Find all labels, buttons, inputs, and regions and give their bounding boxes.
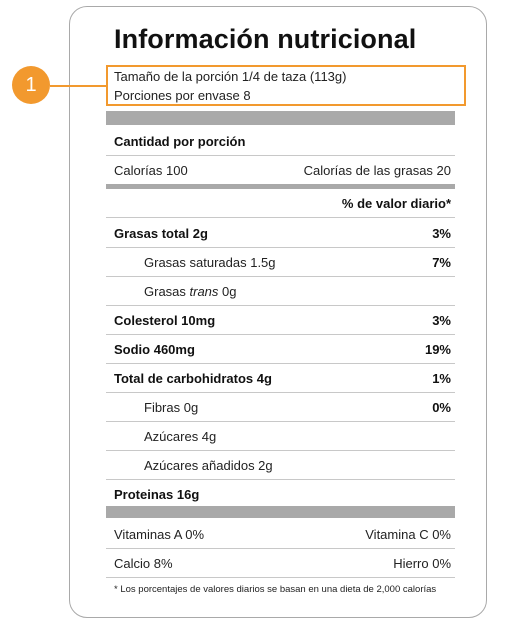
callout-connector xyxy=(50,85,106,87)
fiber-dv: 0% xyxy=(432,400,451,415)
trans-fat-italic: trans xyxy=(189,284,219,299)
vitamins-row xyxy=(106,520,455,549)
calories-label: Calorías 100 xyxy=(114,163,188,178)
sodium-label: Sodio 460mg xyxy=(114,342,195,357)
protein-label: Proteinas 16g xyxy=(114,487,200,502)
amount-per-serving-row xyxy=(106,127,455,156)
thick-divider-top xyxy=(106,111,455,125)
sodium-row xyxy=(106,335,455,364)
iron-label: Hierro 0% xyxy=(393,556,451,571)
protein-row xyxy=(106,480,455,509)
trans-fat-row xyxy=(106,277,455,306)
added-sugars-label: Azúcares añadidos 2g xyxy=(144,458,273,473)
total-carbs-label: Total de carbohidratos 4g xyxy=(114,371,272,386)
saturated-fat-label: Grasas saturadas 1.5g xyxy=(144,255,276,270)
cholesterol-dv: 3% xyxy=(432,313,451,328)
serving-size: Tamaño de la porción 1/4 de taza (113g) xyxy=(114,69,347,84)
fiber-row xyxy=(106,393,455,422)
servings-per-container: Porciones por envase 8 xyxy=(114,88,251,103)
trans-fat-label xyxy=(144,284,237,299)
calories-row xyxy=(106,156,455,185)
vitamin-a-label: Vitaminas A 0% xyxy=(114,527,205,542)
total-fat-dv: 3% xyxy=(432,226,451,241)
saturated-fat-row xyxy=(106,248,455,277)
cholesterol-label: Colesterol 10mg xyxy=(114,313,216,328)
daily-value-header: % de valor diario* xyxy=(341,196,451,211)
saturated-fat-dv: 7% xyxy=(432,255,451,270)
vitamin-c-label: Vitamina C 0% xyxy=(365,527,451,542)
callout-badge: 1 xyxy=(12,66,50,104)
daily-value-header-row xyxy=(106,189,455,218)
added-sugars-row xyxy=(106,451,455,480)
total-carbs-dv: 1% xyxy=(432,371,451,386)
total-fat-label: Grasas total 2g xyxy=(114,226,208,241)
label-title: Información nutricional xyxy=(114,24,417,54)
trans-fat-suffix: 0g xyxy=(218,284,237,299)
thick-divider-bottom xyxy=(106,506,455,518)
daily-value-footnote: * Los porcentajes de valores diarios se basan en una dieta de 2,000 calorías xyxy=(114,584,437,595)
sugars-row xyxy=(106,422,455,451)
total-carbs-row xyxy=(106,364,455,393)
minerals-row xyxy=(106,549,455,578)
total-fat-row xyxy=(106,219,455,248)
trans-fat-prefix: Grasas xyxy=(144,284,190,299)
cholesterol-row xyxy=(106,306,455,335)
sugars-label: Azúcares 4g xyxy=(144,429,217,444)
amount-per-serving-label: Cantidad por porción xyxy=(114,134,246,149)
fiber-label: Fibras 0g xyxy=(144,400,199,415)
calories-from-fat: Calorías de las grasas 20 xyxy=(303,163,451,178)
calcium-label: Calcio 8% xyxy=(114,556,173,571)
sodium-dv: 19% xyxy=(424,342,451,357)
